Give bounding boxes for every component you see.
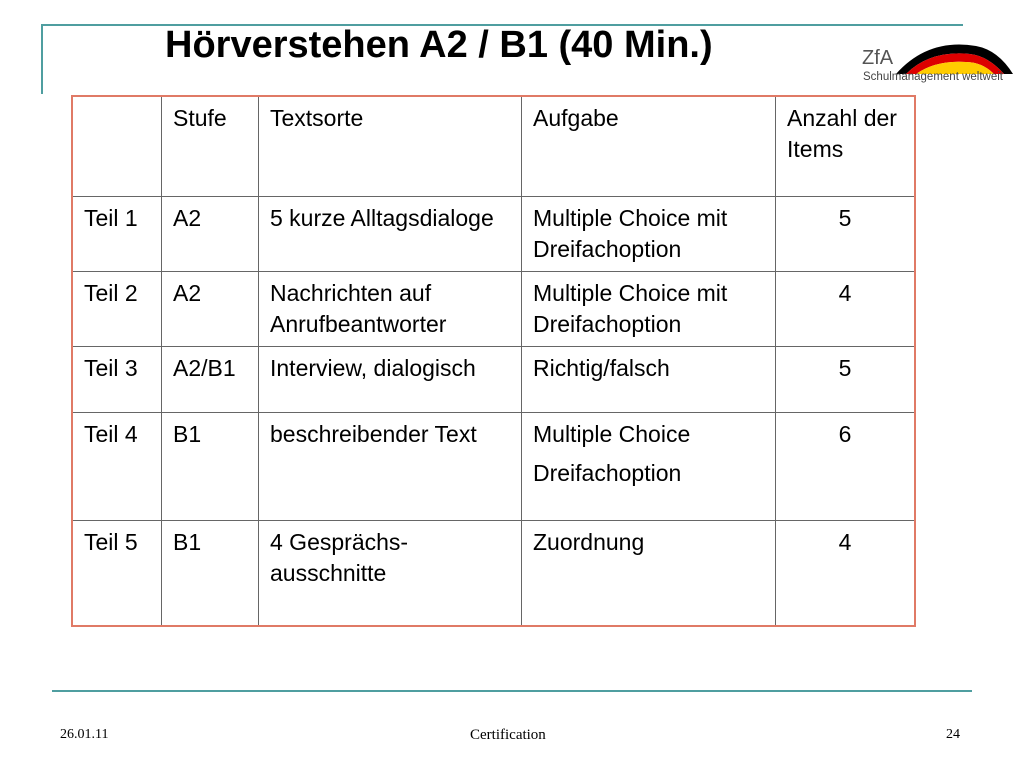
footer-center-text: Certification [470,727,546,743]
cell-aufgabe-line2: Dreifachoption [533,459,682,486]
cell-stufe: B1 [162,412,259,520]
header-cell-aufgabe: Aufgabe [522,96,776,196]
cell-teil: Teil 2 [72,271,162,346]
table-row [72,520,915,626]
header-cell-anzahl: Anzahl der Items [776,96,916,196]
cell-anzahl: 4 [776,271,916,346]
table-row [72,346,915,412]
cell-teil: Teil 3 [72,346,162,412]
cell-teil: Teil 5 [72,520,162,626]
slide-title: Hörverstehen A2 / B1 (40 Min.) [165,24,713,66]
cell-aufgabe: Multiple Choice mit Dreifachoption [522,196,776,271]
cell-anzahl: 5 [776,196,916,271]
cell-textsorte: Interview, dialogisch [259,346,522,412]
cell-aufgabe: Richtig/falsch [522,346,776,412]
footer-divider [52,690,972,692]
header-cell-textsorte: Textsorte [259,96,522,196]
cell-stufe: A2/B1 [162,346,259,412]
table-row [72,412,915,520]
footer-date: 26.01.11 [60,727,109,742]
cell-anzahl: 4 [776,520,916,626]
cell-textsorte: 5 kurze Alltagsdialoge [259,196,522,271]
cell-teil: Teil 1 [72,196,162,271]
cell-stufe: A2 [162,271,259,346]
listening-test-table [71,95,916,627]
header-cell-empty [72,96,162,196]
cell-textsorte: 4 Gesprächs-ausschnitte [259,520,522,626]
cell-stufe: A2 [162,196,259,271]
logo-subtitle: Schulmanagement weltweit [863,71,1003,83]
page-number: 24 [946,727,960,742]
cell-aufgabe-line1: Multiple Choice [533,420,691,447]
cell-textsorte: Nachrichten auf Anrufbeantworter [259,271,522,346]
table-row [72,196,915,271]
frame-line-left [41,24,43,94]
cell-aufgabe-multi [522,412,776,520]
cell-aufgabe: Multiple Choice mit Dreifachoption [522,271,776,346]
header-cell-stufe: Stufe [162,96,259,196]
cell-aufgabe: Zuordnung [522,520,776,626]
cell-stufe: B1 [162,520,259,626]
logo-name: ZfA [862,47,894,69]
zfa-logo [858,36,1018,88]
cell-textsorte: beschreibender Text [259,412,522,520]
cell-anzahl: 5 [776,346,916,412]
cell-anzahl: 6 [776,412,916,520]
cell-teil: Teil 4 [72,412,162,520]
table-header-row [72,96,915,196]
table-row [72,271,915,346]
